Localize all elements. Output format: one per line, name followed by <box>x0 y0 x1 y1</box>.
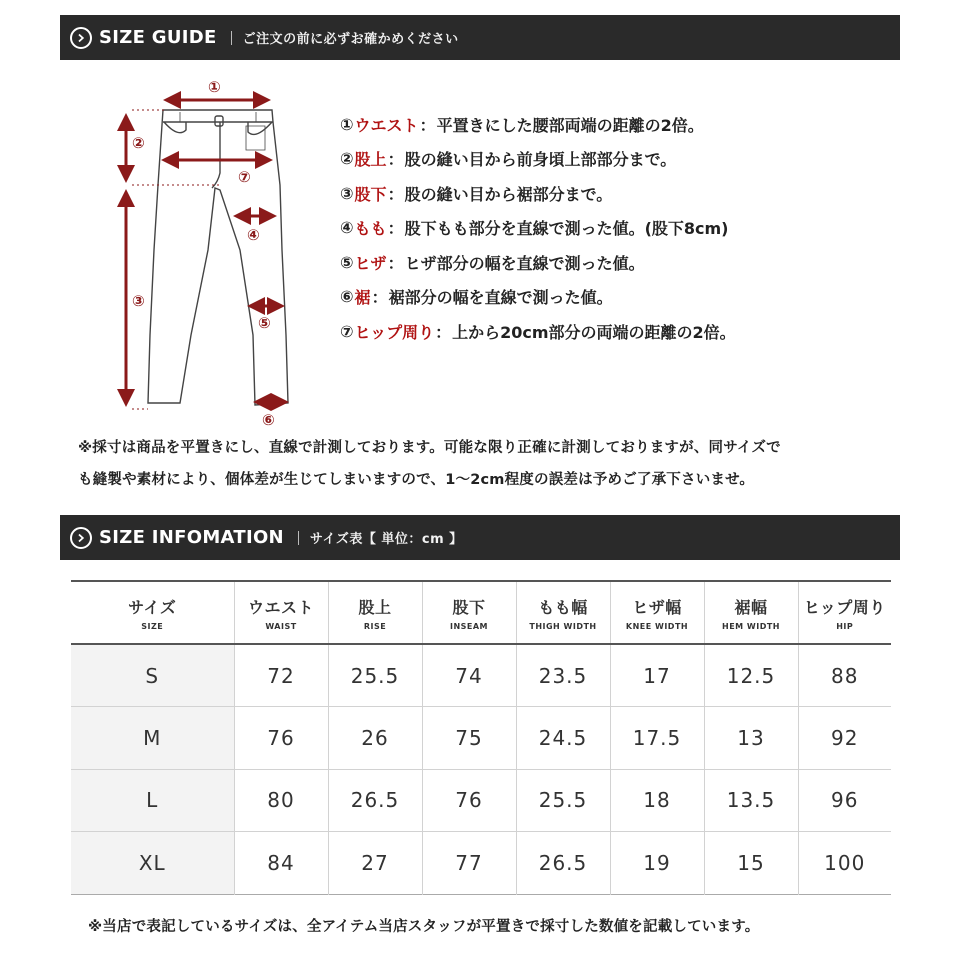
column-header-jp: ヒザ幅 <box>632 597 682 617</box>
footnote: ※当店で表記しているサイズは、全アイテム当店スタッフが平置きで採寸した数値を記載しています。 <box>88 919 760 935</box>
header-divider <box>298 531 299 545</box>
header-divider <box>231 31 232 45</box>
chevron-circle-icon <box>70 27 92 49</box>
legend-colon: ： <box>371 288 388 308</box>
marker-7: ⑦ <box>238 168 251 186</box>
measurement-cell: 80 <box>234 769 328 832</box>
table-row <box>71 769 891 832</box>
table-row <box>71 707 891 770</box>
column-header-jp: 股上 <box>358 597 392 617</box>
measurement-cell: 15 <box>704 832 798 895</box>
legend-term: ヒザ <box>354 253 387 273</box>
column-header-en: HEM WIDTH <box>722 621 780 631</box>
size-label-cell: XL <box>71 832 234 895</box>
legend-term: もも <box>354 219 387 239</box>
column-header-en: KNEE WIDTH <box>625 621 689 631</box>
legend-number: ⑦ <box>340 321 354 341</box>
pants-measurement-diagram <box>60 70 340 440</box>
legend-number: ⑥ <box>340 287 354 307</box>
size-info-title: SIZE INFOMATION <box>99 527 284 548</box>
column-header-jp: 股下 <box>452 597 486 617</box>
measurement-legend <box>340 107 900 349</box>
measurement-cell: 25.5 <box>516 769 610 832</box>
measurement-cell: 100 <box>824 850 866 875</box>
size-guide-subtitle: ご注文の前に必ずお確かめください <box>242 32 459 47</box>
column-header <box>610 581 704 644</box>
measurement-cell: 77 <box>422 832 516 895</box>
column-header <box>234 581 328 644</box>
note-line-1: ※採寸は商品を平置きにし、直線で計測しております。可能な限り正確に計測しておりますが、同サイズで <box>78 440 781 456</box>
measurement-cell: 88 <box>831 663 859 688</box>
pants-outline <box>148 110 288 405</box>
legend-number: ① <box>340 114 354 134</box>
measurement-cell: 17 <box>610 644 704 707</box>
size-label-cell: L <box>71 769 234 832</box>
column-header-en: HIP <box>836 621 854 631</box>
measurement-cell: 72 <box>234 644 328 707</box>
size-guide-title: SIZE GUIDE <box>99 27 217 48</box>
legend-number: ⑤ <box>340 252 354 272</box>
measurement-cell: 27 <box>328 832 422 895</box>
measurement-cell: 23.5 <box>516 644 610 707</box>
legend-number: ② <box>340 149 354 169</box>
column-header-en: INSEAM <box>449 621 489 631</box>
legend-colon: ： <box>387 150 404 170</box>
measurement-cell: 12.5 <box>704 644 798 707</box>
legend-item <box>340 280 900 315</box>
legend-description: 裾部分の幅を直線で測った値。 <box>388 288 613 308</box>
column-header-jp: ヒップ周り <box>803 597 886 617</box>
note-line-2: も縫製や素材により、個体差が生じてしまいますので、1〜2cm程度の誤差は予めご了承下さいませ。 <box>78 472 755 488</box>
marker-1: ① <box>208 78 221 96</box>
legend-item <box>340 211 900 246</box>
legend-description: 上から20cm部分の両端の距離の2倍。 <box>452 322 736 342</box>
column-header-jp: 裾幅 <box>734 597 768 617</box>
legend-description: 平置きにした腰部両端の距離の2倍。 <box>436 115 704 135</box>
marker-2: ② <box>132 134 145 152</box>
measurement-cell: 76 <box>422 769 516 832</box>
legend-item <box>340 107 900 142</box>
measurement-note <box>78 432 898 496</box>
column-header-en: RISE <box>363 621 387 631</box>
measurement-cell: 17.5 <box>610 707 704 770</box>
marker-4: ④ <box>247 226 260 244</box>
marker-3: ③ <box>132 292 145 310</box>
size-label-cell: M <box>71 707 234 770</box>
legend-description: ヒザ部分の幅を直線で測った値。 <box>404 253 645 273</box>
measurement-cell: 25.5 <box>328 644 422 707</box>
size-info-header <box>60 515 900 560</box>
table-header-row <box>71 581 891 644</box>
marker-5: ⑤ <box>258 314 271 332</box>
legend-colon: ： <box>387 184 404 204</box>
legend-item <box>340 142 900 177</box>
column-header <box>71 581 234 644</box>
legend-term: 股下 <box>354 184 387 204</box>
size-info-subtitle: サイズ表【 単位：cm 】 <box>309 532 463 547</box>
measurement-cell: 84 <box>234 832 328 895</box>
size-table <box>71 580 891 895</box>
table-body <box>71 644 891 894</box>
column-header-en: WAIST <box>265 621 297 631</box>
legend-number: ③ <box>340 183 354 203</box>
measurement-cell: 18 <box>610 769 704 832</box>
column-header <box>328 581 422 644</box>
legend-description: 股下もも部分を直線で測った値。(股下8cm) <box>404 219 729 239</box>
legend-item <box>340 245 900 280</box>
legend-description: 股の縫い目から裾部分まで。 <box>404 184 613 204</box>
measurement-cell: 24.5 <box>516 707 610 770</box>
column-header <box>422 581 516 644</box>
column-header <box>704 581 798 644</box>
marker-6: ⑥ <box>262 411 275 429</box>
table-row <box>71 644 891 707</box>
column-header <box>798 581 891 644</box>
measurement-cell: 13 <box>704 707 798 770</box>
legend-item <box>340 314 900 349</box>
size-guide-header <box>60 15 900 60</box>
legend-description: 股の縫い目から前身頃上部部分まで。 <box>404 150 677 170</box>
chevron-circle-icon <box>70 527 92 549</box>
measurement-cell: 13.5 <box>704 769 798 832</box>
legend-term: 裾 <box>354 288 371 308</box>
legend-term: 股上 <box>354 150 387 170</box>
column-header-jp: ウエスト <box>247 597 314 617</box>
measurement-cell: 26.5 <box>516 832 610 895</box>
measurement-cell: 76 <box>234 707 328 770</box>
legend-item <box>340 176 900 211</box>
measurement-cell: 92 <box>831 725 859 750</box>
measurement-cell: 26.5 <box>328 769 422 832</box>
measurement-cell: 19 <box>610 832 704 895</box>
measurement-cell: 96 <box>831 788 859 813</box>
column-header-en: THIGH WIDTH <box>529 621 597 631</box>
legend-term: ヒップ周り <box>354 322 435 342</box>
legend-colon: ： <box>435 322 452 342</box>
legend-colon: ： <box>387 219 404 239</box>
legend-colon: ： <box>387 253 404 273</box>
column-header-en: SIZE <box>141 621 164 631</box>
legend-term: ウエスト <box>354 115 419 135</box>
column-header <box>516 581 610 644</box>
legend-number: ④ <box>340 218 354 238</box>
measurement-cell: 75 <box>422 707 516 770</box>
legend-colon: ： <box>419 115 436 135</box>
column-header-jp: サイズ <box>128 597 177 617</box>
column-header-jp: もも幅 <box>538 597 588 617</box>
measurement-cell: 74 <box>422 644 516 707</box>
size-label-cell: S <box>71 644 234 707</box>
table-row <box>71 832 891 895</box>
measurement-cell: 26 <box>328 707 422 770</box>
